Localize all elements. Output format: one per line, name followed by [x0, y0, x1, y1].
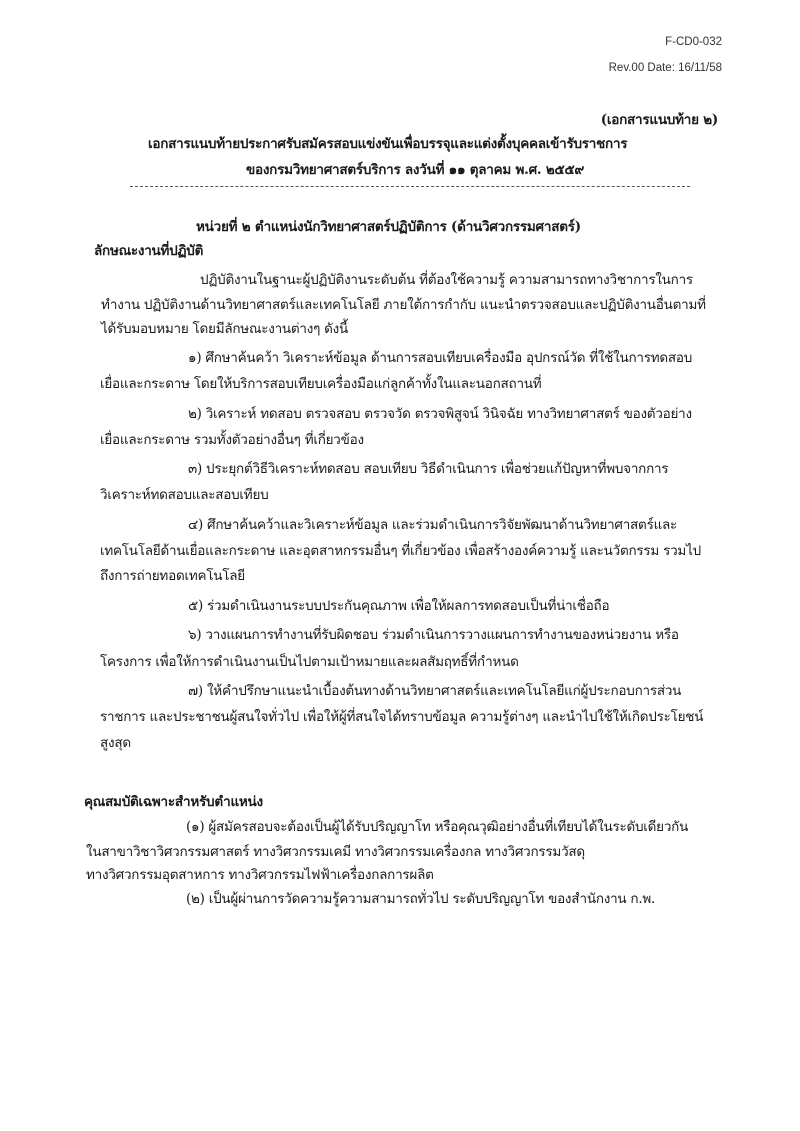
- section-heading-duties: ลักษณะงานที่ปฏิบัติ: [94, 243, 204, 259]
- qualification-item-2-line-1: (๒) เป็นผู้ผ่านการวัดความรู้ความสามารถทั่วไป ระดับปริญญาโท ของสำนักงาน ก.พ.: [186, 891, 656, 907]
- section-heading-qualifications: คุณสมบัติเฉพาะสำหรับตำแหน่ง: [84, 794, 263, 810]
- document-code: F-CD0-032: [665, 36, 722, 48]
- revision-date: Rev.00 Date: 16/11/58: [608, 62, 722, 74]
- qualification-item-1-line-2: ในสาขาวิชาวิศวกรรมศาสตร์ ทางวิศวกรรมเคมี ทางวิศวกรรมเครื่องกล ทางวิศวกรรมวัสดุ: [86, 844, 585, 860]
- duty-item-7-line-1: ๗) ให้คำปรึกษาแนะนำเบื้องต้นทางด้านวิทยาศาสตร์และเทคโนโลยีแก่ผู้ประกอบการส่วน: [188, 683, 682, 699]
- dashed-divider: [130, 186, 690, 187]
- duty-item-4-line-3: ถึงการถ่ายทอดเทคโนโลยี: [100, 568, 245, 584]
- intro-line: ได้รับมอบหมาย โดยมีลักษณะงานต่างๆ ดังนี้: [101, 321, 348, 337]
- duty-item-5-line-1: ๕) ร่วมดำเนินงานระบบประกันคุณภาพ เพื่อให้ผลการทดสอบเป็นที่น่าเชื่อถือ: [188, 598, 610, 614]
- duty-item-7-line-3: สูงสุด: [100, 735, 131, 751]
- duty-item-4-line-2: เทคโนโลยีด้านเยื่อและกระดาษ และอุตสาหกรรมอื่นๆ ที่เกี่ยวข้อง เพื่อสร้างองค์ความรู้ และนวัตกรรม รวมไป: [100, 543, 701, 559]
- intro-line: ทำงาน ปฏิบัติงานด้านวิทยาศาสตร์และเทคโนโลยี ภายใต้การกำกับ แนะนำตรวจสอบและปฏิบัติงานอื่นตามที่: [101, 297, 706, 313]
- duty-item-2-line-1: ๒) วิเคราะห์ ทดสอบ ตรวจสอบ ตรวจวัด ตรวจพิสูจน์ วินิจฉัย ทางวิทยาศาสตร์ ของตัวอย่าง: [188, 406, 692, 422]
- duty-item-4-line-1: ๔) ศึกษาค้นคว้าและวิเคราะห์ข้อมูล และร่วมดำเนินการวิจัยพัฒนาด้านวิทยาศาสตร์และ: [188, 517, 678, 533]
- duty-item-1-line-1: ๑) ศึกษาค้นคว้า วิเคราะห์ข้อมูล ด้านการสอบเทียบเครื่องมือ อุปกรณ์วัด ที่ใช้ในการทดสอบ: [188, 350, 693, 366]
- duty-item-6-line-1: ๖) วางแผนการทำงานที่รับผิดชอบ ร่วมดำเนินการวางแผนการทำงานของหน่วยงาน หรือ: [188, 627, 679, 643]
- annex-label: (เอกสารแนบท้าย ๒): [600, 112, 718, 128]
- document-title-line-1: เอกสารแนบท้ายประกาศรับสมัครสอบแข่งขันเพื่อบรรจุและแต่งตั้งบุคคลเข้ารับราชการ: [148, 136, 628, 152]
- unit-heading: หน่วยที่ ๒ ตำแหน่งนักวิทยาศาสตร์ปฏิบัติการ (ด้านวิศวกรรมศาสตร์): [196, 219, 581, 235]
- duty-item-2-line-2: เยื่อและกระดาษ รวมทั้งตัวอย่างอื่นๆ ที่เกี่ยวข้อง: [100, 432, 364, 448]
- qualification-item-1-line-1: (๑) ผู้สมัครสอบจะต้องเป็นผู้ได้รับปริญญาโท หรือคุณวุฒิอย่างอื่นที่เทียบได้ในระดับเดียวกัน: [186, 819, 689, 835]
- duty-item-1-line-2: เยื่อและกระดาษ โดยให้บริการสอบเทียบเครื่องมือแก่ลูกค้าทั้งในและนอกสถานที่: [100, 376, 542, 392]
- intro-line: ปฏิบัติงานในฐานะผู้ปฏิบัติงานระดับต้น ที่ต้องใช้ความรู้ ความสามารถทางวิชาการในการ: [200, 272, 693, 288]
- document-title-line-2: ของกรมวิทยาศาสตร์บริการ ลงวันที่ ๑๑ ตุลาคม พ.ศ. ๒๕๕๙: [246, 162, 585, 178]
- duty-item-3-line-1: ๓) ประยุกต์วิธีวิเคราะห์ทดสอบ สอบเทียบ วิธีดำเนินการ เพื่อช่วยแก้ปัญหาที่พบจากการ: [188, 461, 669, 477]
- duty-item-6-line-2: โครงการ เพื่อให้การดำเนินงานเป็นไปตามเป้าหมายและผลสัมฤทธิ์ที่กำหนด: [100, 654, 519, 670]
- duty-item-3-line-2: วิเคราะห์ทดสอบและสอบเทียบ: [100, 487, 269, 503]
- duty-item-7-line-2: ราชการ และประชาชนผู้สนใจทั่วไป เพื่อให้ผู้ที่สนใจได้ทราบข้อมูล ความรู้ต่างๆ และนำไปใช้ให้เกิดประโยชน์: [100, 709, 704, 725]
- qualification-item-1-line-3: ทางวิศวกรรมอุตสาหการ ทางวิศวกรรมไฟฟ้าเครื่องกลการผลิต: [86, 867, 434, 883]
